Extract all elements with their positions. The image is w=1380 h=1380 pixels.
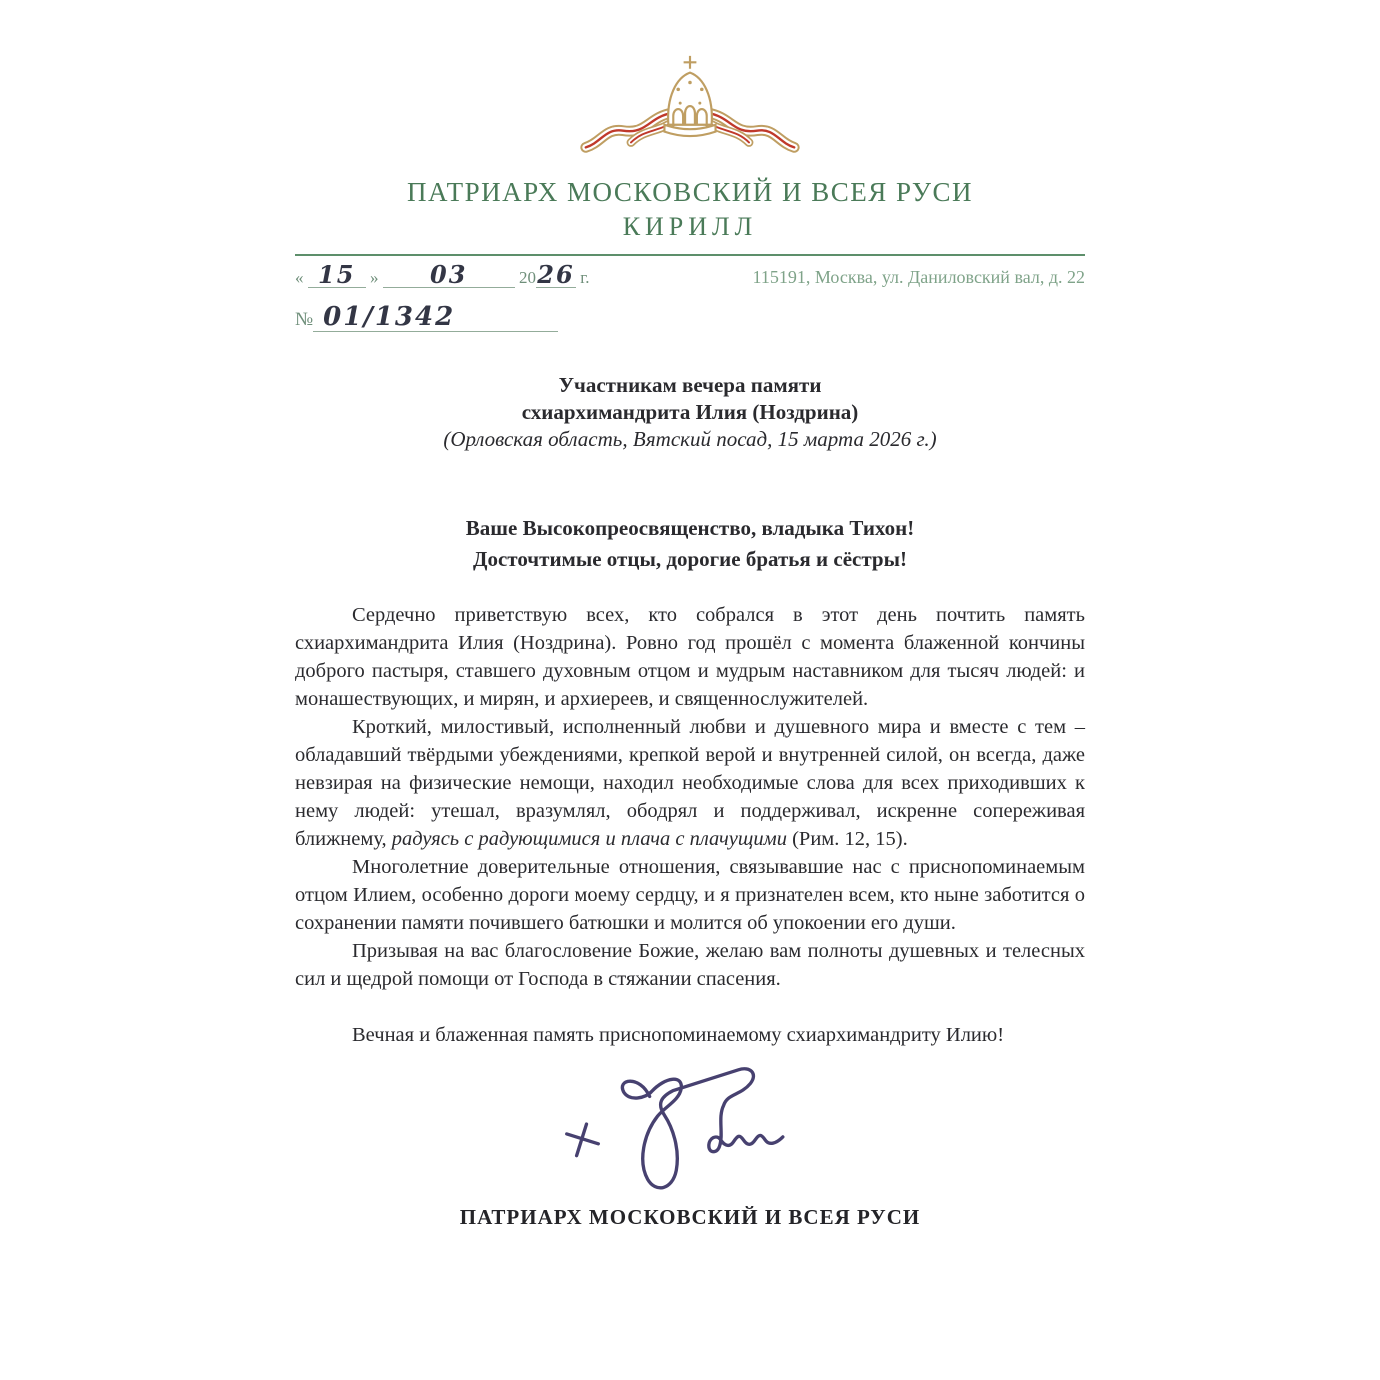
recipient-line3: (Орловская область, Вятский посад, 15 марта 2026 г.): [443, 427, 937, 452]
year-suffix: г.: [580, 268, 590, 287]
salutation-line2: Досточтимые отцы, дорогие братья и сёстры!: [473, 547, 907, 572]
letter-column: [295, 0, 1085, 1230]
date-year-field: [536, 262, 576, 288]
patriarchal-crown-ribbons-icon: [560, 52, 820, 170]
salutation-block: [295, 513, 1085, 575]
letterhead-address: 115191, Москва, ул. Даниловский вал, д. 22: [752, 267, 1085, 288]
letterhead-rule: [295, 254, 1085, 256]
paragraph-2-start: Кроткий, милостивый, исполненный любви и душевного мира и вместе с тем – обладавший твёрдыми убеждениями, крепкой верой и внутренней силой, он всегда, даже невзирая на физические немощи, находил необходимые слова для всех приходивших к нему людей: утешал, вразумлял, ободрял и поддерживал, искренне сопереживая ближнему,: [295, 716, 1085, 851]
paragraph-2-end: (Рим. 12, 15).: [786, 828, 908, 851]
signature-kirill-icon: [531, 1055, 861, 1203]
paragraph-2-quote: радуясь с радующимися и плача с плачущими: [391, 828, 787, 851]
letterhead-title: ПАТРИАРХ МОСКОВСКИЙ И ВСЕЯ РУСИ: [407, 177, 973, 207]
recipient-block: [295, 372, 1085, 453]
recipient-line1: Участникам вечера памяти: [558, 373, 822, 398]
quote-open: «: [295, 268, 304, 287]
number-line: [295, 304, 1085, 332]
paragraph-1: Сердечно приветствую всех, кто собрался в этот день почтить память схиархимандрита Илия (Ноздрина). Ровно год прошёл с момента блаженной кончины доброго пастыря, ставшего духовным отцом и мудрым наставником для тысяч людей: и монашествующих, и мирян, и архиереев, и священнослужителей.: [295, 604, 1085, 711]
salutation-line1: Ваше Высокопреосвященство, владыка Тихон!: [465, 516, 915, 541]
date-day-field: [308, 262, 366, 288]
number-value: 01/1342: [323, 302, 456, 333]
reference-row: [295, 262, 1085, 288]
paragraph-4: Призывая на вас благословение Божие, желаю вам полноты душевных и телесных сил и щедрой помощи от Господа в стяжании спасения.: [295, 940, 1085, 991]
paragraph-5: Вечная и блаженная память приснопоминаемому схиархимандриту Илию!: [352, 1024, 1005, 1047]
recipient-line2: схиархимандрита Илия (Ноздрина): [521, 400, 859, 425]
date-day-value: 15: [318, 260, 356, 289]
letterhead-name: КИРИЛЛ: [622, 212, 758, 241]
paragraph-3: Многолетние доверительные отношения, связывавшие нас с приснопоминаемым отцом Илием, особенно дороги моему сердцу, и я признателен всем, кто ныне заботится о сохранении памяти почившего батюшки и молится об упокоении его души.: [295, 856, 1085, 935]
number-field: [313, 304, 558, 332]
date-line: [295, 262, 590, 288]
year-prefix: 20: [519, 268, 536, 287]
paragraph-2: [295, 713, 1085, 853]
date-month-value: 03: [430, 260, 468, 289]
date-month-field: [383, 262, 515, 288]
quote-close: »: [370, 268, 379, 287]
letter-body: [295, 601, 1085, 1049]
footer-title: ПАТРИАРХ МОСКОВСКИЙ И ВСЕЯ РУСИ: [459, 1205, 921, 1230]
date-year-value: 26: [537, 260, 575, 289]
number-sign: №: [295, 309, 314, 331]
